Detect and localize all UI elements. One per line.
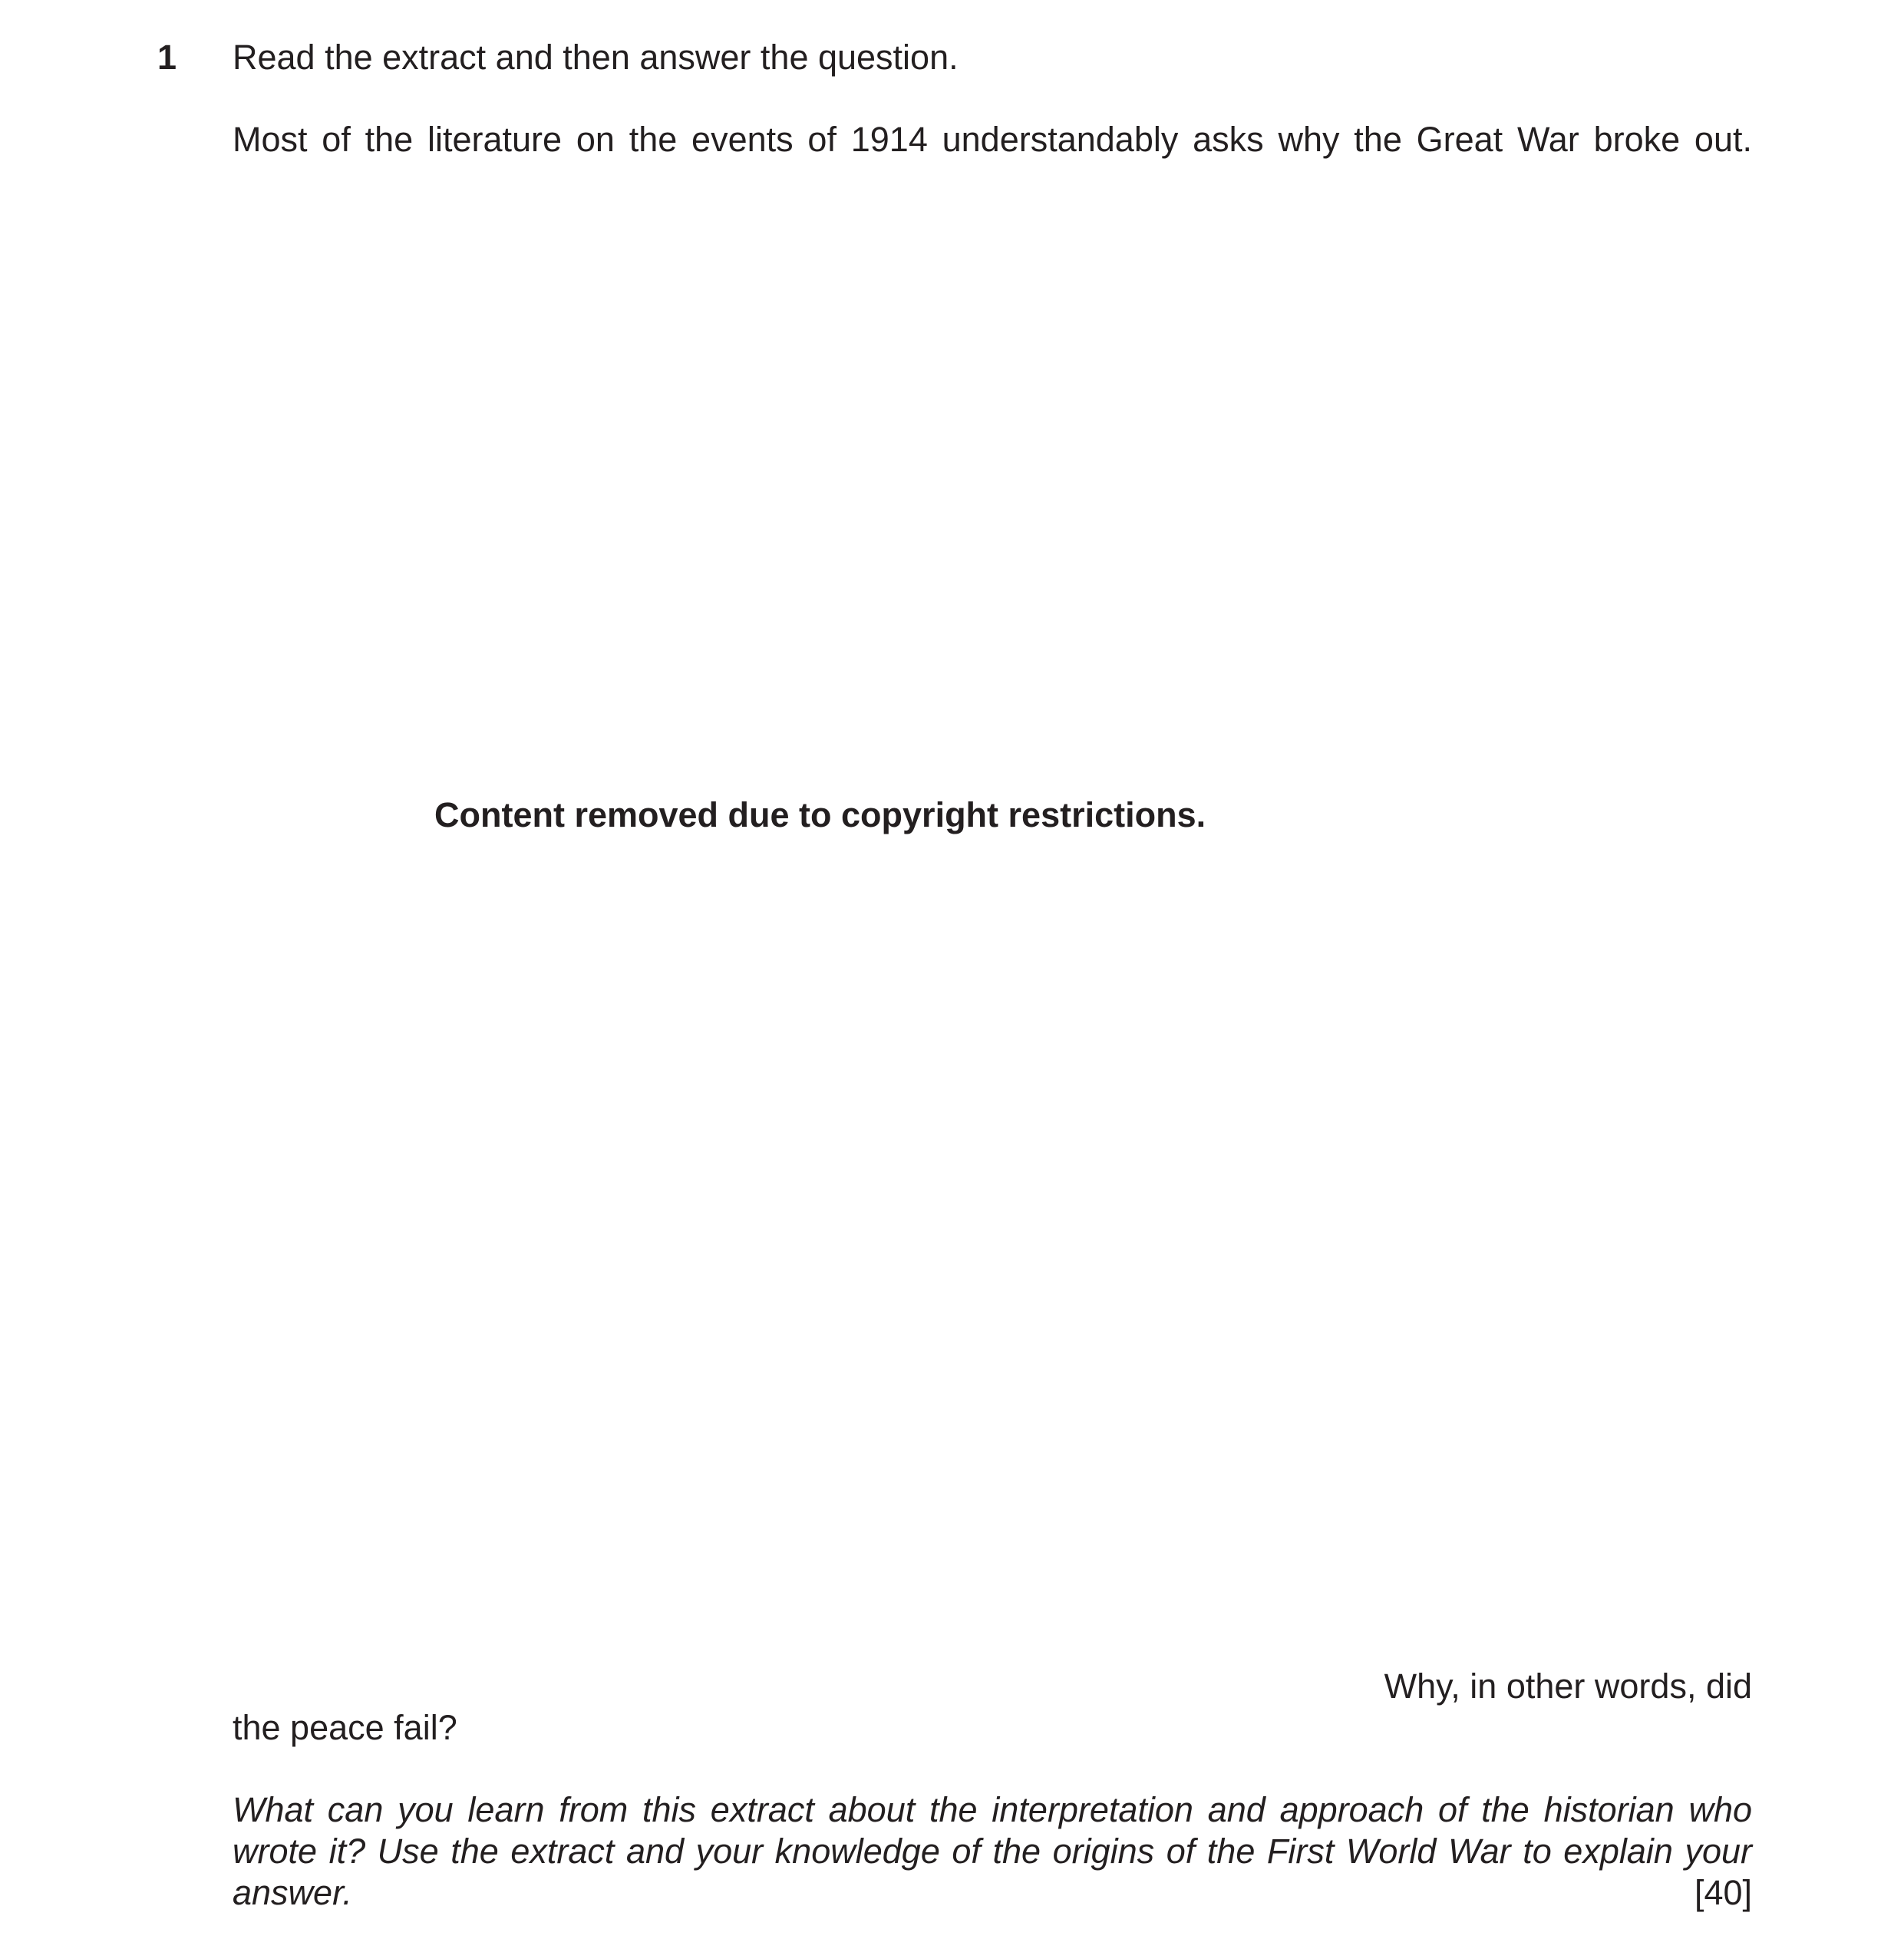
question-prompt [233,1789,1752,1914]
extract-tail-line-1: Why, in other words, did [1384,1667,1752,1706]
question-prompt-last-row [233,1872,1752,1914]
extract-first-line: Most of the literature on the events of 1914 understandably asks why the Great War broke out. [233,120,1752,159]
question-prompt-line-2: wrote it? Use the extract and your knowledge of the origins of the First World War to explain your [233,1832,1752,1871]
extract-tail-line-2: the peace fail? [233,1708,457,1747]
question-instruction: Read the extract and then answer the question. [233,38,959,77]
question-prompt-line-3: answer. [233,1873,352,1912]
marks-allocation: [40] [1694,1873,1752,1912]
question-number: 1 [157,38,177,77]
copyright-removed-notice: Content removed due to copyright restrictions. [434,795,1206,834]
question-prompt-line-1: What can you learn from this extract about the interpretation and approach of the historian who [233,1790,1752,1829]
